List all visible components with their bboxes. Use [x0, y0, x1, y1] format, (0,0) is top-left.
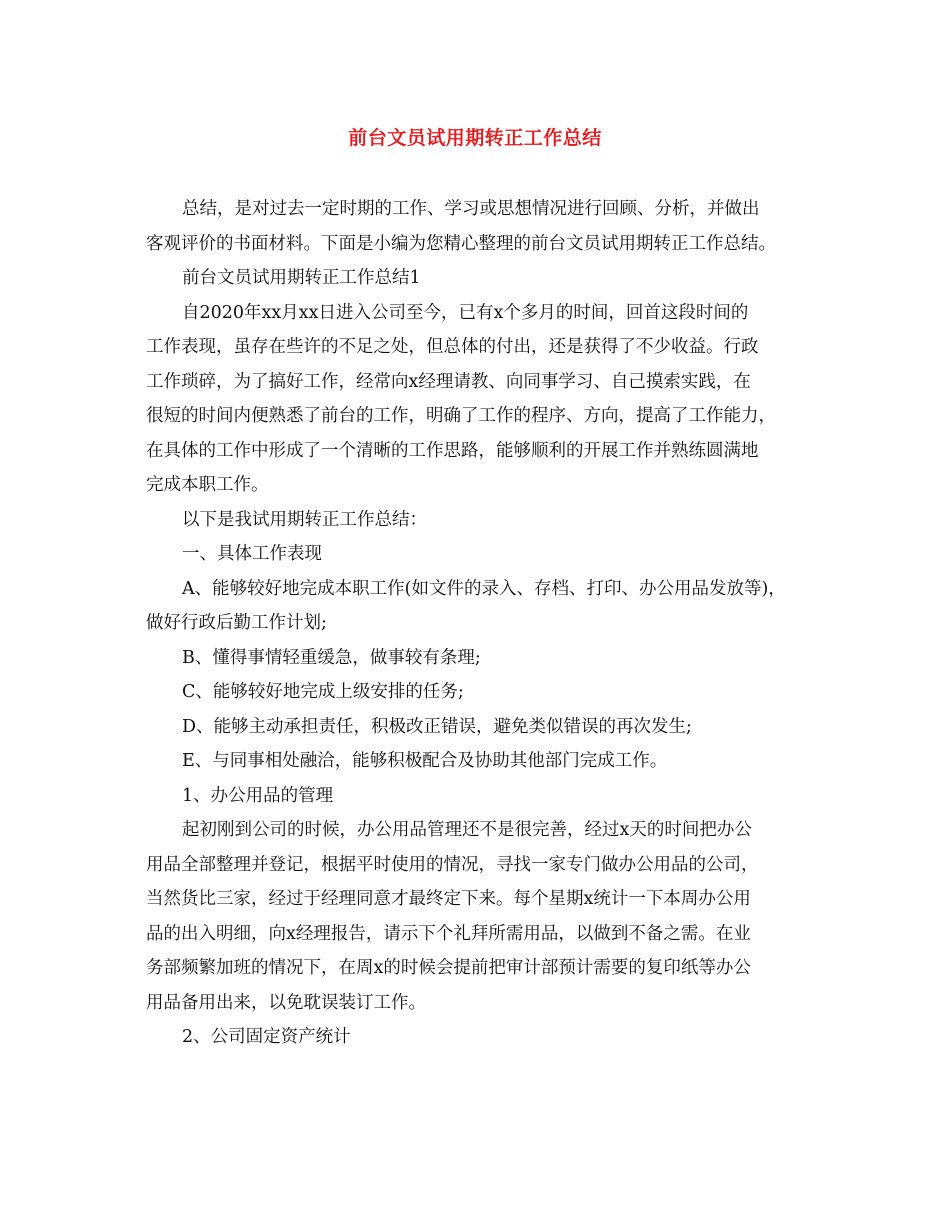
text-line: 一、具体工作表现 [182, 544, 322, 564]
text-line: 起初刚到公司的时候，办公用品管理还不是很完善，经过x天的时间把办公 [182, 820, 752, 840]
text-line: 务部频繁加班的情况下，在周x的时候会提前把审计部预计需要的复印纸等办公 [146, 958, 751, 978]
text-line: 客观评价的书面材料。下面是小编为您精心整理的前台文员试用期转正工作总结。 [146, 233, 776, 254]
document-body [146, 192, 808, 1055]
text-line: E、与同事相处融洽，能够积极配合及协助其他部门完成工作。 [182, 751, 668, 771]
text-line: 2、公司固定资产统计 [182, 1027, 351, 1047]
text-line: 前台文员试用期转正工作总结1 [182, 268, 421, 288]
text-line: 做好行政后勤工作计划; [146, 613, 327, 633]
text-line: 完成本职工作。 [146, 475, 269, 495]
text-line: 工作琐碎，为了搞好工作，经常向x经理请教、向同事学习、自己摸索实践，在 [146, 371, 751, 392]
text-line: 当然货比三家，经过于经理同意才最终定下来。每个星期x统计一下本周办公用 [146, 889, 751, 909]
text-line: 在具体的工作中形成了一个清晰的工作思路，能够顺利的开展工作并熟练圆满地 [146, 440, 759, 461]
document-title: 前台文员试用期转正工作总结 [348, 127, 602, 149]
text-line: 自2020年xx月xx日进入公司至今，已有x个多月的时间，回首这段时间的 [182, 302, 749, 323]
text-line: 用品备用出来，以免耽误装订工作。 [146, 992, 426, 1013]
text-line: B、懂得事情轻重缓急，做事较有条理; [182, 647, 481, 668]
text-line: D、能够主动承担责任，积极改正错误，避免类似错误的再次发生; [182, 716, 692, 737]
text-line: 总结，是对过去一定时期的工作、学习或思想情况进行回顾、分析，并做出 [182, 199, 760, 219]
text-line: C、能够较好地完成上级安排的任务; [182, 682, 464, 702]
text-line: 以下是我试用期转正工作总结： [182, 509, 427, 530]
text-line: 用品全部整理并登记，根据平时使用的情况，寻找一家专门做办公用品的公司， [146, 854, 759, 875]
text-line: 很短的时间内便熟悉了前台的工作，明确了工作的程序、方向，提高了工作能力， [146, 406, 776, 426]
text-line: 1、办公用品的管理 [182, 785, 334, 806]
text-line: A、能够较好地完成本职工作(如文件的录入、存档、打印、办公用品发放等)， [182, 578, 786, 599]
text-line: 品的出入明细，向x经理报告，请示下个礼拜所需用品，以做到不备之需。在业 [146, 923, 751, 944]
text-line: 工作表现，虽存在些许的不足之处，但总体的付出，还是获得了不少收益。行政 [146, 337, 759, 357]
